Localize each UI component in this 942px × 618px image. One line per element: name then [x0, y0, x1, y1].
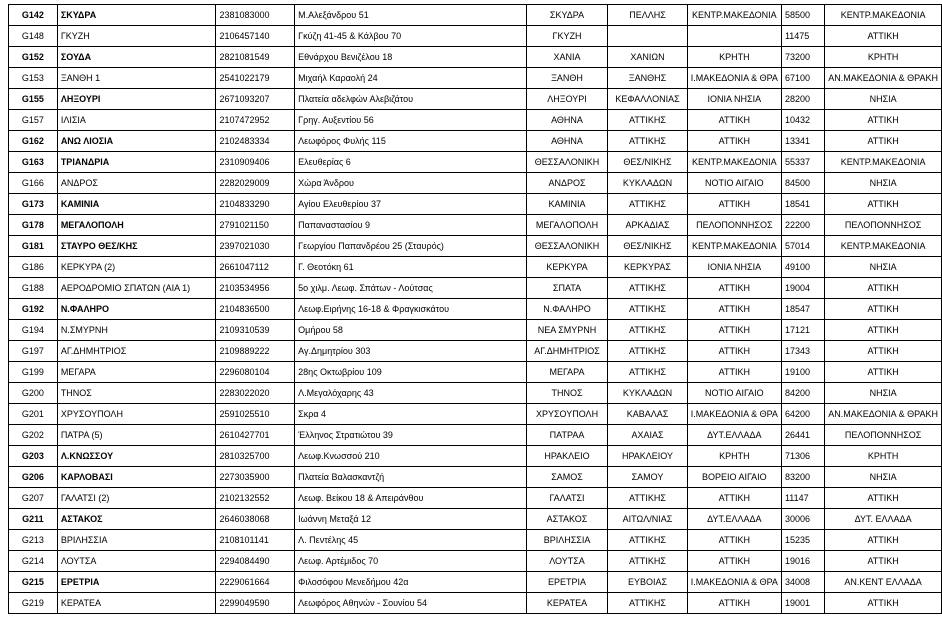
table-row — [9, 47, 942, 68]
branch-code-cell: G152 — [9, 47, 58, 68]
postal-code-cell: 67100 — [781, 68, 824, 89]
postal-code-cell: 84500 — [781, 173, 824, 194]
region-cell: Ι.ΜΑΚΕΔΟΝΙΑ & ΘΡΑ — [687, 404, 781, 425]
table-row — [9, 551, 942, 572]
table-row — [9, 278, 942, 299]
address-cell: Λεωφόρος Φυλής 115 — [295, 131, 527, 152]
postal-code-cell: 84200 — [781, 383, 824, 404]
branch-name-cell: ΑΣΤΑΚΟΣ — [57, 509, 216, 530]
area-cell: ΠΕΛΟΠΟΝΝΗΣΟΣ — [825, 215, 942, 236]
city-cell: ΘΕΣΣΑΛΟΝΙΚΗ — [526, 236, 607, 257]
area-cell: ΑΤΤΙΚΗ — [825, 320, 942, 341]
postal-code-cell: 57014 — [781, 236, 824, 257]
region-cell: ΑΤΤΙΚΗ — [687, 488, 781, 509]
table-row — [9, 110, 942, 131]
region-cell: ΑΤΤΙΚΗ — [687, 530, 781, 551]
prefecture-cell: ΑΡΚΑΔΙΑΣ — [608, 215, 688, 236]
prefecture-cell: ΘΕΣ/ΝΙΚΗΣ — [608, 152, 688, 173]
region-cell: ΙΟΝΙΑ ΝΗΣΙΑ — [687, 257, 781, 278]
region-cell: ΚΕΝΤΡ.ΜΑΚΕΔΟΝΙΑ — [687, 152, 781, 173]
branch-name-cell: ΣΤΑΥΡΟ ΘΕΣ/ΚΗΣ — [57, 236, 216, 257]
branch-code-cell: G148 — [9, 26, 58, 47]
branch-code-cell: G163 — [9, 152, 58, 173]
branch-name-cell: ΚΕΡΚΥΡΑ (2) — [57, 257, 216, 278]
postal-code-cell: 28200 — [781, 89, 824, 110]
branch-name-cell: Ν.ΣΜΥΡΝΗ — [57, 320, 216, 341]
city-cell: ΧΡΥΣΟΥΠΟΛΗ — [526, 404, 607, 425]
prefecture-cell: ΚΥΚΛΑΔΩΝ — [608, 173, 688, 194]
postal-code-cell: 19016 — [781, 551, 824, 572]
city-cell: ΜΕΓΑΛΟΠΟΛΗ — [526, 215, 607, 236]
phone-cell: 2541022179 — [216, 68, 295, 89]
branch-code-cell: G197 — [9, 341, 58, 362]
branch-code-cell: G203 — [9, 446, 58, 467]
table-row — [9, 194, 942, 215]
address-cell: Λεωφόρος Αθηνών - Σουνίου 54 — [295, 593, 527, 614]
branch-name-cell: ΞΑΝΘΗ 1 — [57, 68, 216, 89]
address-cell: Λ.Μεγαλόχαρης 43 — [295, 383, 527, 404]
postal-code-cell: 22200 — [781, 215, 824, 236]
city-cell: ΑΣΤΑΚΟΣ — [526, 509, 607, 530]
postal-code-cell: 11147 — [781, 488, 824, 509]
postal-code-cell: 19001 — [781, 593, 824, 614]
branch-name-cell: ΛΗΞΟΥΡΙ — [57, 89, 216, 110]
prefecture-cell: ΑΤΤΙΚΗΣ — [608, 194, 688, 215]
city-cell: ΣΚΥΔΡΑ — [526, 5, 607, 26]
area-cell: ΚΕΝΤΡ.ΜΑΚΕΔΟΝΙΑ — [825, 152, 942, 173]
address-cell: Ιωάννη Μεταξά 12 — [295, 509, 527, 530]
address-cell: Πλατεία αδελφών Αλεβιζάτου — [295, 89, 527, 110]
postal-code-cell: 19100 — [781, 362, 824, 383]
table-row — [9, 593, 942, 614]
table-row — [9, 467, 942, 488]
city-cell: ΝΕΑ ΣΜΥΡΝΗ — [526, 320, 607, 341]
branch-code-cell: G200 — [9, 383, 58, 404]
prefecture-cell: ΑΤΤΙΚΗΣ — [608, 551, 688, 572]
branch-table — [8, 4, 942, 614]
phone-cell: 2821081549 — [216, 47, 295, 68]
phone-cell: 2103534956 — [216, 278, 295, 299]
region-cell: Ι.ΜΑΚΕΔΟΝΙΑ & ΘΡΑ — [687, 68, 781, 89]
area-cell: ΔΥΤ. ΕΛΛΑΔΑ — [825, 509, 942, 530]
table-row — [9, 446, 942, 467]
branch-code-cell: G215 — [9, 572, 58, 593]
prefecture-cell: ΑΙΤΩΛ/ΝΙΑΣ — [608, 509, 688, 530]
branch-name-cell: ΜΕΓΑΛΟΠΟΛΗ — [57, 215, 216, 236]
city-cell: ΑΘΗΝΑ — [526, 131, 607, 152]
address-cell: Ομήρου 58 — [295, 320, 527, 341]
postal-code-cell: 17121 — [781, 320, 824, 341]
branch-name-cell: ΤΗΝΟΣ — [57, 383, 216, 404]
area-cell: ΑΤΤΙΚΗ — [825, 593, 942, 614]
city-cell: ΞΑΝΘΗ — [526, 68, 607, 89]
region-cell: ΒΟΡΕΙΟ ΑΙΓΑΙΟ — [687, 467, 781, 488]
branch-code-cell: G153 — [9, 68, 58, 89]
table-row — [9, 488, 942, 509]
prefecture-cell: ΚΑΒΑΛΑΣ — [608, 404, 688, 425]
city-cell: ΕΡΕΤΡΙΑ — [526, 572, 607, 593]
address-cell: Λεωφ.Κνωσσού 210 — [295, 446, 527, 467]
phone-cell: 2104833290 — [216, 194, 295, 215]
branch-name-cell: ΙΛΙΣΙΑ — [57, 110, 216, 131]
branch-code-cell: G162 — [9, 131, 58, 152]
area-cell: ΝΗΣΙΑ — [825, 383, 942, 404]
branch-code-cell: G192 — [9, 299, 58, 320]
table-row — [9, 299, 942, 320]
branch-name-cell: ΜΕΓΑΡΑ — [57, 362, 216, 383]
phone-cell: 2229061664 — [216, 572, 295, 593]
prefecture-cell: ΕΥΒΟΙΑΣ — [608, 572, 688, 593]
postal-code-cell: 49100 — [781, 257, 824, 278]
area-cell: ΑΝ.ΜΑΚΕΔΟΝΙΑ & ΘΡΑΚΗ — [825, 68, 942, 89]
area-cell: ΑΤΤΙΚΗ — [825, 341, 942, 362]
branch-name-cell: ΚΑΡΛΟΒΑΣΙ — [57, 467, 216, 488]
area-cell: ΝΗΣΙΑ — [825, 89, 942, 110]
table-row — [9, 341, 942, 362]
prefecture-cell: ΚΕΡΚΥΡΑΣ — [608, 257, 688, 278]
branch-name-cell: ΑΝΔΡΟΣ — [57, 173, 216, 194]
phone-cell: 2106457140 — [216, 26, 295, 47]
prefecture-cell: ΑΧΑΙΑΣ — [608, 425, 688, 446]
prefecture-cell: ΑΤΤΙΚΗΣ — [608, 341, 688, 362]
branch-code-cell: G166 — [9, 173, 58, 194]
branch-code-cell: G213 — [9, 530, 58, 551]
postal-code-cell: 19004 — [781, 278, 824, 299]
prefecture-cell: ΗΡΑΚΛΕΙΟΥ — [608, 446, 688, 467]
postal-code-cell: 11475 — [781, 26, 824, 47]
city-cell: ΤΗΝΟΣ — [526, 383, 607, 404]
branch-code-cell: G188 — [9, 278, 58, 299]
branch-name-cell: ΣΚΥΔΡΑ — [57, 5, 216, 26]
prefecture-cell: ΑΤΤΙΚΗΣ — [608, 593, 688, 614]
region-cell: ΑΤΤΙΚΗ — [687, 341, 781, 362]
address-cell: Αγίου Ελευθερίου 37 — [295, 194, 527, 215]
postal-code-cell: 13341 — [781, 131, 824, 152]
table-row — [9, 5, 942, 26]
branch-code-cell: G207 — [9, 488, 58, 509]
city-cell: ΒΡΙΛΗΣΣΙΑ — [526, 530, 607, 551]
prefecture-cell: ΠΕΛΛΗΣ — [608, 5, 688, 26]
phone-cell: 2310909406 — [216, 152, 295, 173]
branch-code-cell: G155 — [9, 89, 58, 110]
branch-code-cell: G181 — [9, 236, 58, 257]
region-cell: ΑΤΤΙΚΗ — [687, 194, 781, 215]
city-cell: ΧΑΝΙΑ — [526, 47, 607, 68]
table-row — [9, 572, 942, 593]
branch-code-cell: G214 — [9, 551, 58, 572]
phone-cell: 2282029009 — [216, 173, 295, 194]
region-cell: ΠΕΛΟΠΟΝΝΗΣΟΣ — [687, 215, 781, 236]
address-cell: Πλατεία Βαλασκαντζή — [295, 467, 527, 488]
postal-code-cell: 15235 — [781, 530, 824, 551]
phone-cell: 2283022020 — [216, 383, 295, 404]
region-cell: ΚΡΗΤΗ — [687, 47, 781, 68]
prefecture-cell: ΑΤΤΙΚΗΣ — [608, 362, 688, 383]
address-cell: Φιλοσόφου Μενεδήμου 42α — [295, 572, 527, 593]
phone-cell: 2791021150 — [216, 215, 295, 236]
prefecture-cell: ΚΥΚΛΑΔΩΝ — [608, 383, 688, 404]
city-cell: ΑΝΔΡΟΣ — [526, 173, 607, 194]
phone-cell: 2273035900 — [216, 467, 295, 488]
table-row — [9, 89, 942, 110]
region-cell: ΚΕΝΤΡ.ΜΑΚΕΔΟΝΙΑ — [687, 236, 781, 257]
branch-name-cell: ΤΡΙΑΝΔΡΙΑ — [57, 152, 216, 173]
region-cell: ΚΡΗΤΗ — [687, 446, 781, 467]
prefecture-cell: ΞΑΝΘΗΣ — [608, 68, 688, 89]
phone-cell: 2109889222 — [216, 341, 295, 362]
table-row — [9, 383, 942, 404]
postal-code-cell: 18541 — [781, 194, 824, 215]
city-cell: ΑΘΗΝΑ — [526, 110, 607, 131]
area-cell: ΑΤΤΙΚΗ — [825, 194, 942, 215]
area-cell: ΑΤΤΙΚΗ — [825, 131, 942, 152]
city-cell: ΚΕΡΚΥΡΑ — [526, 257, 607, 278]
table-row — [9, 425, 942, 446]
table-row — [9, 173, 942, 194]
prefecture-cell: ΘΕΣ/ΝΙΚΗΣ — [608, 236, 688, 257]
branch-code-cell: G186 — [9, 257, 58, 278]
city-cell: ΓΑΛΑΤΣΙ — [526, 488, 607, 509]
area-cell: ΚΡΗΤΗ — [825, 47, 942, 68]
address-cell: Εθνάρχου Βενιζέλου 18 — [295, 47, 527, 68]
city-cell: ΑΓ.ΔΗΜΗΤΡΙΟΣ — [526, 341, 607, 362]
phone-cell: 2104836500 — [216, 299, 295, 320]
branch-code-cell: G194 — [9, 320, 58, 341]
address-cell: Γρηγ. Αυξεντίου 56 — [295, 110, 527, 131]
phone-cell: 2108101141 — [216, 530, 295, 551]
region-cell: ΑΤΤΙΚΗ — [687, 593, 781, 614]
address-cell: Γκύζη 41-45 & Κάλβου 70 — [295, 26, 527, 47]
postal-code-cell: 71306 — [781, 446, 824, 467]
address-cell: Παπαναστασίου 9 — [295, 215, 527, 236]
branch-code-cell: G173 — [9, 194, 58, 215]
address-cell: Μιχαήλ Καραολή 24 — [295, 68, 527, 89]
table-row — [9, 257, 942, 278]
branch-name-cell: ΚΕΡΑΤΕΑ — [57, 593, 216, 614]
address-cell: Μ.Αλεξάνδρου 51 — [295, 5, 527, 26]
city-cell: Ν.ΦΑΛΗΡΟ — [526, 299, 607, 320]
prefecture-cell: ΑΤΤΙΚΗΣ — [608, 530, 688, 551]
branch-code-cell: G178 — [9, 215, 58, 236]
branch-code-cell: G199 — [9, 362, 58, 383]
prefecture-cell: ΧΑΝΙΩΝ — [608, 47, 688, 68]
phone-cell: 2591025510 — [216, 404, 295, 425]
phone-cell: 2299049590 — [216, 593, 295, 614]
area-cell: ΝΗΣΙΑ — [825, 467, 942, 488]
phone-cell: 2102132552 — [216, 488, 295, 509]
table-row — [9, 404, 942, 425]
prefecture-cell: ΚΕΦΑΛΛΟΝΙΑΣ — [608, 89, 688, 110]
city-cell: ΣΑΜΟΣ — [526, 467, 607, 488]
city-cell: ΣΠΑΤΑ — [526, 278, 607, 299]
address-cell: Χώρα Άνδρου — [295, 173, 527, 194]
city-cell: ΓΚΥΖΗ — [526, 26, 607, 47]
branch-code-cell: G211 — [9, 509, 58, 530]
region-cell: Ι.ΜΑΚΕΔΟΝΙΑ & ΘΡΑ — [687, 572, 781, 593]
area-cell: ΑΝ.ΜΑΚΕΔΟΝΙΑ & ΘΡΑΚΗ — [825, 404, 942, 425]
branch-name-cell: ΣΟΥΔΑ — [57, 47, 216, 68]
phone-cell: 2296080104 — [216, 362, 295, 383]
address-cell: Γεωργίου Παπανδρέου 25 (Σταυρός) — [295, 236, 527, 257]
branch-name-cell: ΧΡΥΣΟΥΠΟΛΗ — [57, 404, 216, 425]
phone-cell: 2397021030 — [216, 236, 295, 257]
table-row — [9, 131, 942, 152]
address-cell: Έλληνος Στρατιώτου 39 — [295, 425, 527, 446]
phone-cell: 2109310539 — [216, 320, 295, 341]
postal-code-cell: 64200 — [781, 404, 824, 425]
branch-name-cell: ΑΝΩ ΛΙΟΣΙΑ — [57, 131, 216, 152]
table-row — [9, 509, 942, 530]
postal-code-cell: 58500 — [781, 5, 824, 26]
branch-code-cell: G219 — [9, 593, 58, 614]
prefecture-cell: ΑΤΤΙΚΗΣ — [608, 488, 688, 509]
branch-name-cell: ΠΑΤΡΑ (5) — [57, 425, 216, 446]
prefecture-cell — [608, 26, 688, 47]
phone-cell: 2107472952 — [216, 110, 295, 131]
branch-name-cell: ΒΡΙΛΗΣΣΙΑ — [57, 530, 216, 551]
region-cell: ΔΥΤ.ΕΛΛΑΔΑ — [687, 425, 781, 446]
city-cell: ΚΑΜΙΝΙΑ — [526, 194, 607, 215]
address-cell: Λεωφ. Βείκου 18 & Απειράνθου — [295, 488, 527, 509]
postal-code-cell: 34008 — [781, 572, 824, 593]
area-cell: ΑΤΤΙΚΗ — [825, 530, 942, 551]
table-row — [9, 26, 942, 47]
branch-name-cell: ΛΟΥΤΣΑ — [57, 551, 216, 572]
region-cell: ΚΕΝΤΡ.ΜΑΚΕΔΟΝΙΑ — [687, 5, 781, 26]
prefecture-cell: ΑΤΤΙΚΗΣ — [608, 131, 688, 152]
branch-name-cell: ΚΑΜΙΝΙΑ — [57, 194, 216, 215]
region-cell: ΑΤΤΙΚΗ — [687, 278, 781, 299]
area-cell: ΑΤΤΙΚΗ — [825, 110, 942, 131]
phone-cell: 2102483334 — [216, 131, 295, 152]
prefecture-cell: ΣΑΜΟΥ — [608, 467, 688, 488]
prefecture-cell: ΑΤΤΙΚΗΣ — [608, 299, 688, 320]
branch-name-cell: ΓΑΛΑΤΣΙ (2) — [57, 488, 216, 509]
city-cell: ΛΟΥΤΣΑ — [526, 551, 607, 572]
prefecture-cell: ΑΤΤΙΚΗΣ — [608, 278, 688, 299]
postal-code-cell: 10432 — [781, 110, 824, 131]
city-cell: ΠΑΤΡΑΑ — [526, 425, 607, 446]
table-row — [9, 320, 942, 341]
table-row — [9, 236, 942, 257]
region-cell: ΑΤΤΙΚΗ — [687, 299, 781, 320]
area-cell: ΠΕΛΟΠΟΝΝΗΣΟΣ — [825, 425, 942, 446]
address-cell: Λεωφ.Ειρήνης 16-18 & Φραγκισκάτου — [295, 299, 527, 320]
address-cell: Αγ.Δημητρίου 303 — [295, 341, 527, 362]
table-row — [9, 152, 942, 173]
region-cell: ΙΟΝΙΑ ΝΗΣΙΑ — [687, 89, 781, 110]
address-cell: Ελευθερίας 6 — [295, 152, 527, 173]
area-cell: ΑΤΤΙΚΗ — [825, 362, 942, 383]
branch-name-cell: ΕΡΕΤΡΙΑ — [57, 572, 216, 593]
city-cell: ΜΕΓΑΡΑ — [526, 362, 607, 383]
region-cell: ΝΟΤΙΟ ΑΙΓΑΙΟ — [687, 383, 781, 404]
area-cell: ΑΤΤΙΚΗ — [825, 299, 942, 320]
area-cell: ΚΕΝΤΡ.ΜΑΚΕΔΟΝΙΑ — [825, 5, 942, 26]
area-cell: ΚΕΝΤΡ.ΜΑΚΕΔΟΝΙΑ — [825, 236, 942, 257]
postal-code-cell: 83200 — [781, 467, 824, 488]
postal-code-cell: 26441 — [781, 425, 824, 446]
branch-code-cell: G142 — [9, 5, 58, 26]
phone-cell: 2610427701 — [216, 425, 295, 446]
branch-name-cell: ΑΕΡΟΔΡΟΜΙΟ ΣΠΑΤΩΝ (ΑΙΑ 1) — [57, 278, 216, 299]
phone-cell: 2294084490 — [216, 551, 295, 572]
address-cell: Σκρα 4 — [295, 404, 527, 425]
region-cell — [687, 26, 781, 47]
postal-code-cell: 55337 — [781, 152, 824, 173]
postal-code-cell: 30006 — [781, 509, 824, 530]
area-cell: ΑΝ.ΚΕΝΤ ΕΛΛΑΔΑ — [825, 572, 942, 593]
prefecture-cell: ΑΤΤΙΚΗΣ — [608, 110, 688, 131]
phone-cell: 2661047112 — [216, 257, 295, 278]
region-cell: ΑΤΤΙΚΗ — [687, 131, 781, 152]
region-cell: ΑΤΤΙΚΗ — [687, 551, 781, 572]
region-cell: ΑΤΤΙΚΗ — [687, 110, 781, 131]
region-cell: ΑΤΤΙΚΗ — [687, 320, 781, 341]
region-cell: ΑΤΤΙΚΗ — [687, 362, 781, 383]
table-row — [9, 215, 942, 236]
branch-code-cell: G201 — [9, 404, 58, 425]
area-cell: ΑΤΤΙΚΗ — [825, 551, 942, 572]
branch-code-cell: G157 — [9, 110, 58, 131]
table-row — [9, 362, 942, 383]
address-cell: Λεωφ. Αρτέμιδος 70 — [295, 551, 527, 572]
address-cell: Λ. Πεντέλης 45 — [295, 530, 527, 551]
branch-name-cell: ΓΚΥΖΗ — [57, 26, 216, 47]
region-cell: ΔΥΤ.ΕΛΛΑΔΑ — [687, 509, 781, 530]
address-cell: 5ο χιλμ. Λεωφ. Σπάτων - Λούτσας — [295, 278, 527, 299]
branch-name-cell: Ν.ΦΑΛΗΡΟ — [57, 299, 216, 320]
phone-cell: 2381083000 — [216, 5, 295, 26]
address-cell: 28ης Οκτωβρίου 109 — [295, 362, 527, 383]
city-cell: ΗΡΑΚΛΕΙΟ — [526, 446, 607, 467]
branch-code-cell: G206 — [9, 467, 58, 488]
region-cell: ΝΟΤΙΟ ΑΙΓΑΙΟ — [687, 173, 781, 194]
phone-cell: 2810325700 — [216, 446, 295, 467]
table-row — [9, 68, 942, 89]
postal-code-cell: 17343 — [781, 341, 824, 362]
phone-cell: 2646038068 — [216, 509, 295, 530]
postal-code-cell: 18547 — [781, 299, 824, 320]
area-cell: ΑΤΤΙΚΗ — [825, 488, 942, 509]
city-cell: ΛΗΞΟΥΡΙ — [526, 89, 607, 110]
area-cell: ΑΤΤΙΚΗ — [825, 278, 942, 299]
area-cell: ΝΗΣΙΑ — [825, 257, 942, 278]
postal-code-cell: 73200 — [781, 47, 824, 68]
phone-cell: 2671093207 — [216, 89, 295, 110]
address-cell: Γ. Θεοτόκη 61 — [295, 257, 527, 278]
area-cell: ΑΤΤΙΚΗ — [825, 26, 942, 47]
city-cell: ΚΕΡΑΤΕΑ — [526, 593, 607, 614]
table-row — [9, 530, 942, 551]
table-body — [9, 5, 942, 614]
area-cell: ΝΗΣΙΑ — [825, 173, 942, 194]
area-cell: ΚΡΗΤΗ — [825, 446, 942, 467]
branch-code-cell: G202 — [9, 425, 58, 446]
branch-name-cell: ΑΓ.ΔΗΜΗΤΡΙΟΣ — [57, 341, 216, 362]
prefecture-cell: ΑΤΤΙΚΗΣ — [608, 320, 688, 341]
city-cell: ΘΕΣΣΑΛΟΝΙΚΗ — [526, 152, 607, 173]
branch-name-cell: Λ.ΚΝΩΣΣΟΥ — [57, 446, 216, 467]
